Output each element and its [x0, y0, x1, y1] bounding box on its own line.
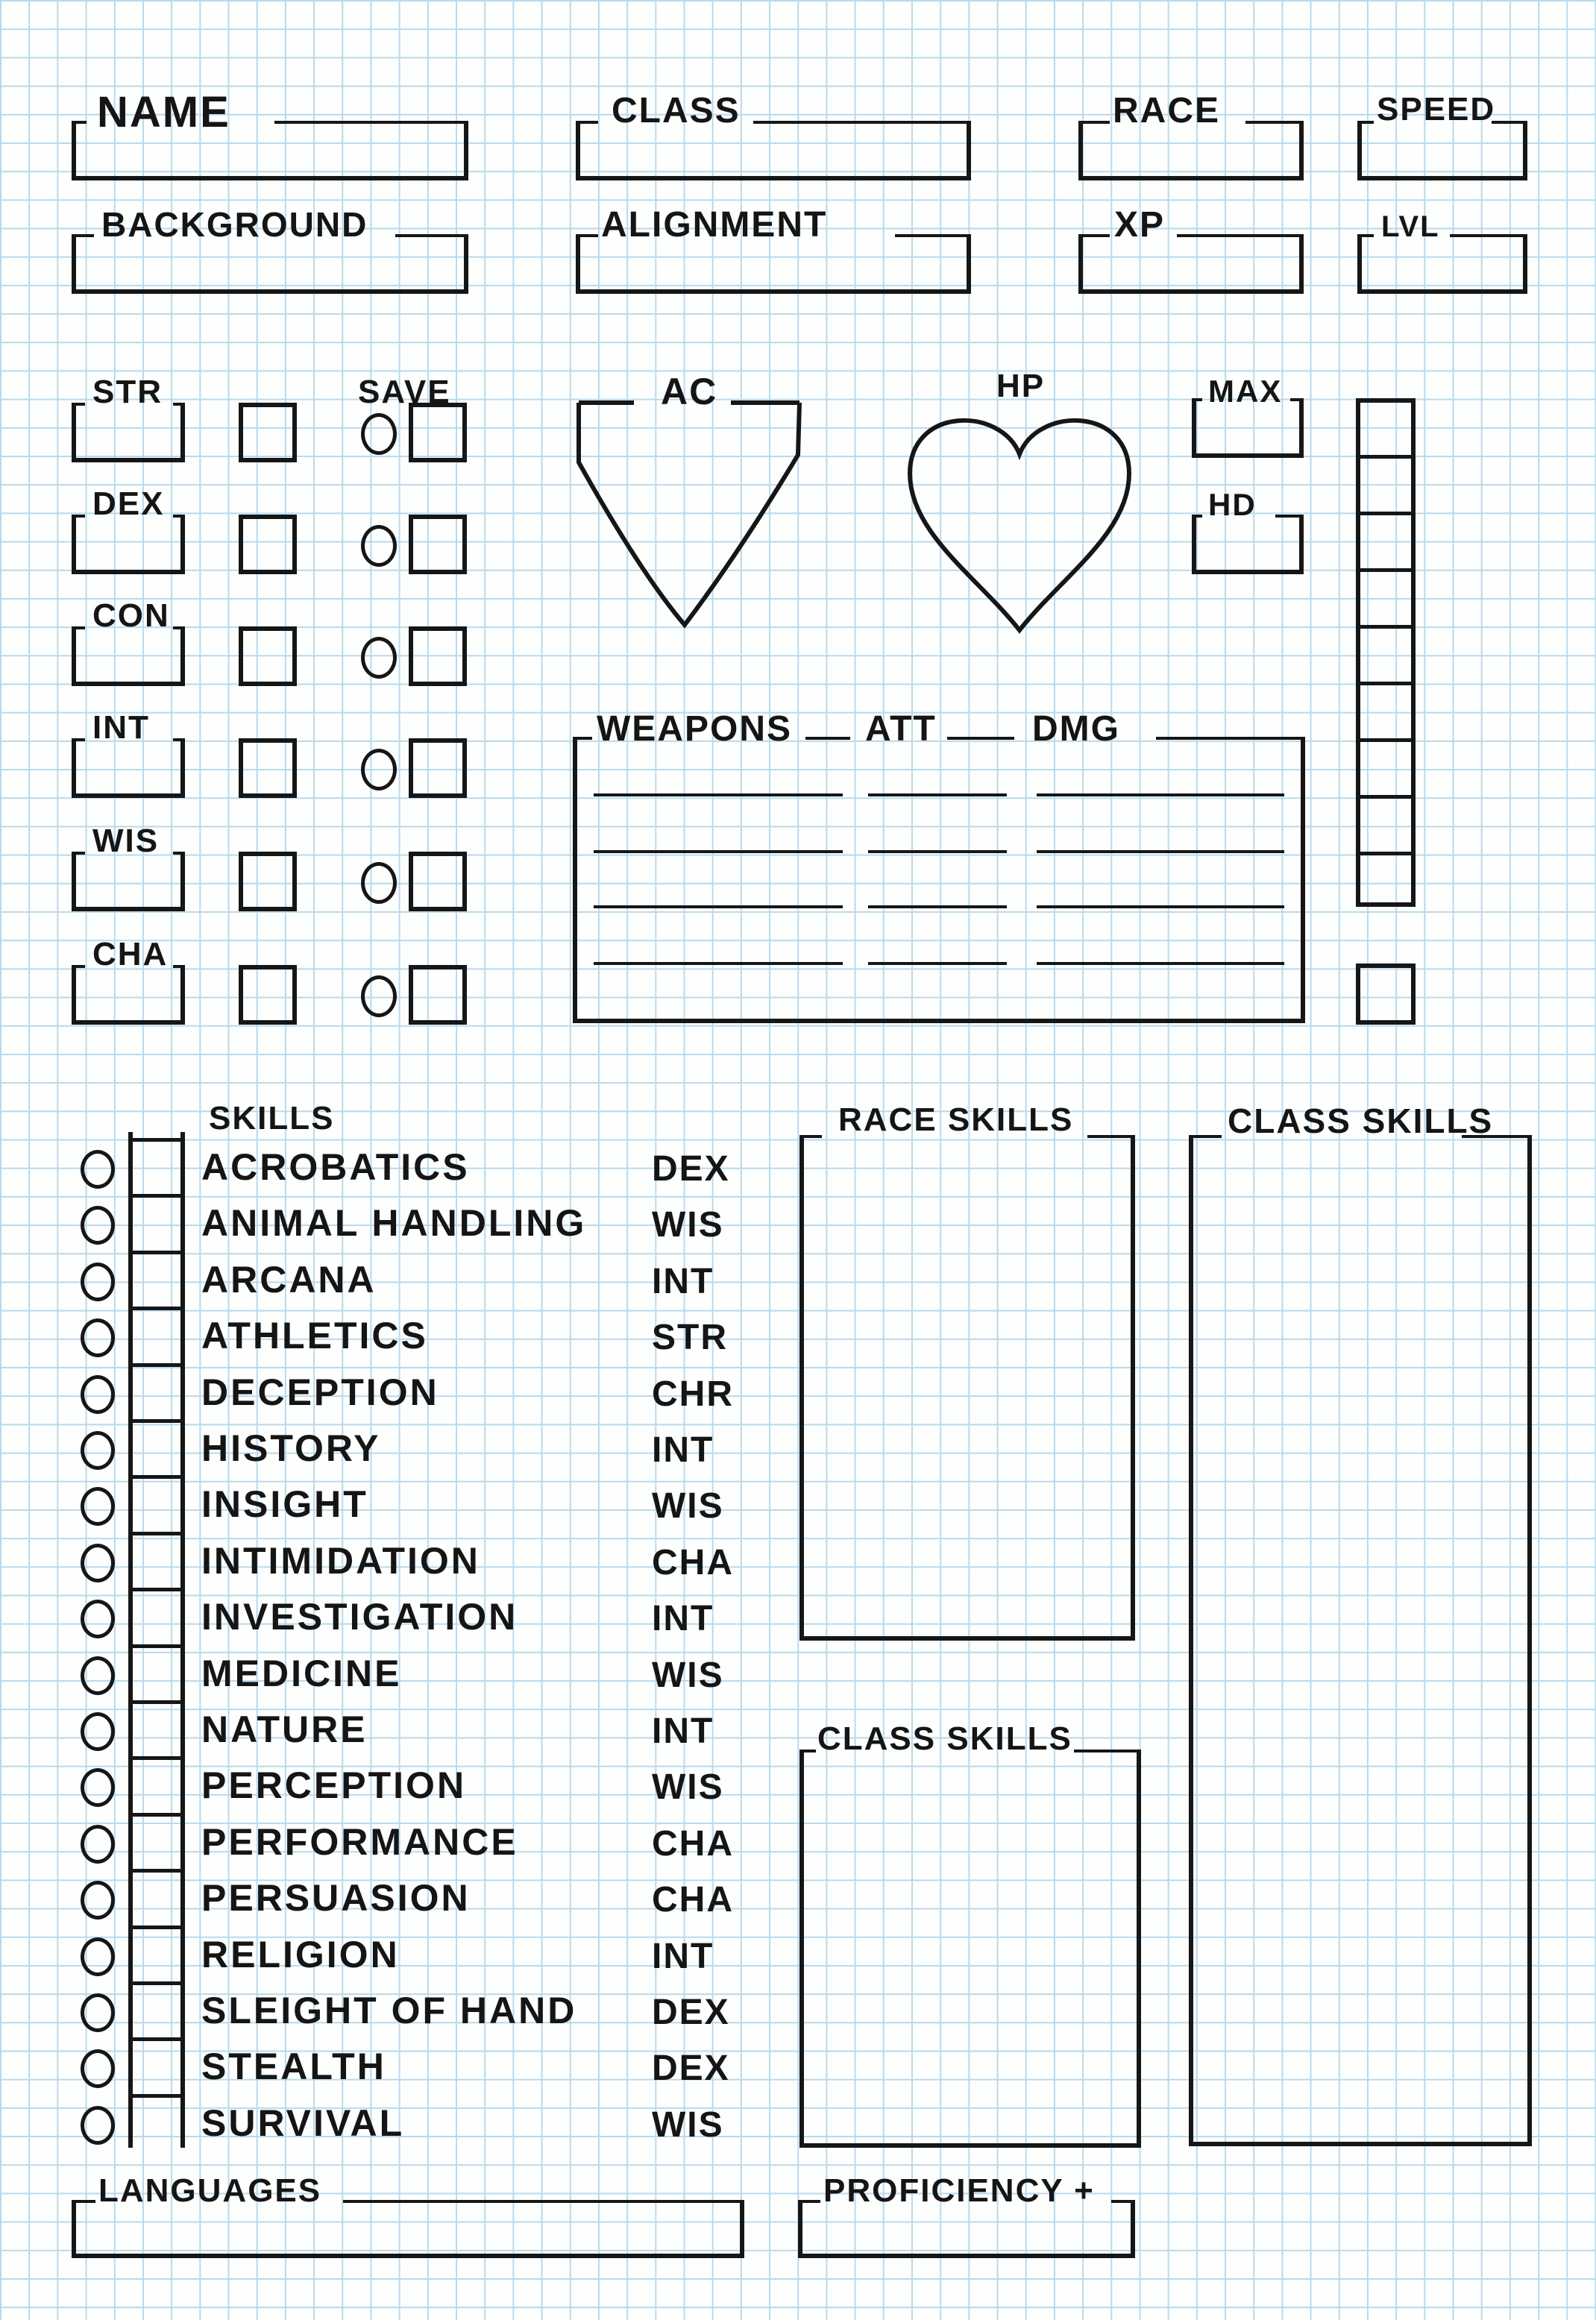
- cha-save-proficiency-circle[interactable]: [361, 975, 397, 1017]
- skill-proficiency-circle[interactable]: [81, 1600, 115, 1638]
- wis-box-top-left: [72, 852, 85, 855]
- wis-score-box[interactable]: [72, 852, 185, 911]
- xp-field-top-left: [1078, 234, 1110, 237]
- skill-name: INTIMIDATION: [201, 1540, 480, 1582]
- class-field-top-right: [753, 121, 971, 124]
- skill-proficiency-circle[interactable]: [81, 1656, 115, 1695]
- weapons-panel-top-left: [573, 737, 592, 740]
- xp-label: XP: [1114, 205, 1166, 245]
- int-box-top-right: [173, 738, 185, 741]
- race-field-top-right: [1245, 121, 1304, 124]
- skill-proficiency-circle[interactable]: [81, 1206, 115, 1245]
- skill-ability: DEX: [652, 1149, 730, 1189]
- languages-top-right: [343, 2200, 744, 2203]
- skill-name: SURVIVAL: [201, 2102, 405, 2144]
- str-modifier-box[interactable]: [239, 403, 297, 462]
- skill-proficiency-circle[interactable]: [81, 1712, 115, 1751]
- speed-field[interactable]: [1357, 121, 1527, 180]
- str-box-top-right: [173, 403, 185, 406]
- str-save-box[interactable]: [409, 403, 467, 462]
- str-label: STR: [92, 374, 163, 410]
- skill-box-divider: [128, 2037, 185, 2041]
- xp-field-top-right: [1177, 234, 1304, 237]
- skill-name: SLEIGHT OF HAND: [201, 1990, 577, 2031]
- skill-ability: WIS: [652, 1486, 724, 1526]
- dex-modifier-box[interactable]: [239, 515, 297, 574]
- skill-box-divider: [128, 1926, 185, 1929]
- skill-box-divider: [128, 1475, 185, 1479]
- skill-box-divider: [128, 1419, 185, 1423]
- tracker-divider: [1356, 512, 1416, 515]
- skill-box-divider: [128, 1532, 185, 1535]
- hd-field-top-left: [1192, 515, 1202, 518]
- cha-label: CHA: [92, 936, 169, 972]
- int-box-top-left: [72, 738, 85, 741]
- class-label: CLASS: [612, 91, 741, 131]
- skill-ability: CHA: [652, 1543, 734, 1582]
- class-skills-label-middle: CLASS SKILLS: [817, 1720, 1072, 1757]
- name-field-top-left: [72, 121, 87, 124]
- xp-field[interactable]: [1078, 234, 1304, 294]
- skill-box-divider: [128, 1194, 185, 1198]
- cha-box-top-left: [72, 965, 85, 968]
- race-skills-panel[interactable]: [799, 1135, 1135, 1641]
- lvl-label: LVL: [1381, 210, 1440, 243]
- skill-proficiency-circle[interactable]: [81, 1263, 115, 1301]
- wis-box-top-right: [173, 852, 185, 855]
- int-score-box[interactable]: [72, 738, 185, 798]
- skill-ability: CHR: [652, 1374, 734, 1414]
- skill-proficiency-circle[interactable]: [81, 1487, 115, 1526]
- lvl-field-top-right: [1450, 234, 1527, 237]
- skill-box-divider: [128, 2094, 185, 2098]
- dex-box-top-right: [173, 515, 185, 518]
- skill-proficiency-circle[interactable]: [81, 1150, 115, 1189]
- race-panel-top-right: [1087, 1135, 1135, 1138]
- skill-ability: WIS: [652, 1767, 724, 1807]
- tracker-divider: [1356, 738, 1416, 742]
- languages-top-left: [72, 2200, 95, 2203]
- class-skills-panel-middle[interactable]: [799, 1750, 1141, 2148]
- name-field-top-right: [274, 121, 468, 124]
- str-save-proficiency-circle[interactable]: [361, 413, 397, 455]
- skill-name: HISTORY: [201, 1427, 381, 1469]
- skill-proficiency-circle[interactable]: [81, 1375, 115, 1414]
- max-field-top-right: [1290, 398, 1304, 401]
- wis-save-proficiency-circle[interactable]: [361, 862, 397, 904]
- skill-box-divider: [128, 1251, 185, 1254]
- att-label: ATT: [865, 709, 937, 749]
- skill-name: INSIGHT: [201, 1483, 368, 1525]
- tracker-divider: [1356, 682, 1416, 685]
- weapons-panel-top-mid: [805, 737, 850, 740]
- skill-name: STEALTH: [201, 2046, 386, 2087]
- tracker-divider: [1356, 795, 1416, 799]
- cha-modifier-box[interactable]: [239, 965, 297, 1025]
- skill-box-divider: [128, 1813, 185, 1817]
- tracker-last-box[interactable]: [1356, 963, 1416, 1025]
- speed-field-top-left: [1357, 121, 1374, 124]
- skill-proficiency-circle[interactable]: [81, 1768, 115, 1807]
- skill-name: RELIGION: [201, 1934, 400, 1975]
- cha-save-box[interactable]: [409, 965, 467, 1025]
- weapons-panel-top-right: [1156, 737, 1305, 740]
- hit-points-heart[interactable]: [904, 392, 1135, 638]
- alignment-field-top-right: [895, 234, 971, 237]
- con-box-top-right: [173, 626, 185, 629]
- skill-ability: DEX: [652, 1993, 730, 2032]
- tracker-divider: [1356, 455, 1416, 459]
- class-field-top-left: [576, 121, 598, 124]
- skill-name: ACROBATICS: [201, 1146, 470, 1188]
- weapon-dmg-line: [1037, 850, 1284, 853]
- skill-proficiency-circle[interactable]: [81, 1993, 115, 2032]
- weapon-dmg-line: [1037, 905, 1284, 908]
- proficiency-top-left: [798, 2200, 820, 2203]
- weapon-name-line: [594, 793, 843, 796]
- skill-proficiency-circle[interactable]: [81, 1544, 115, 1582]
- class-mid-top-right: [1074, 1750, 1141, 1752]
- max-field-top-left: [1192, 398, 1202, 401]
- skill-proficiency-circle[interactable]: [81, 1318, 115, 1357]
- tracker-divider: [1356, 625, 1416, 629]
- weapons-panel-top-mid2: [947, 737, 1014, 740]
- skill-ability: INT: [652, 1937, 714, 1976]
- skill-proficiency-circle[interactable]: [81, 1937, 115, 1976]
- max-label: MAX: [1208, 374, 1283, 409]
- weapons-panel[interactable]: [573, 737, 1305, 1023]
- weapon-att-line: [868, 962, 1007, 965]
- tracker-divider: [1356, 852, 1416, 855]
- str-box-top-left: [72, 403, 85, 406]
- skill-ability: INT: [652, 1430, 714, 1470]
- alignment-field-top-left: [576, 234, 598, 237]
- int-save-proficiency-circle[interactable]: [361, 749, 397, 790]
- dmg-label: DMG: [1032, 709, 1120, 749]
- weapons-label: WEAPONS: [597, 709, 793, 749]
- dex-save-proficiency-circle[interactable]: [361, 525, 397, 567]
- alignment-label: ALIGNMENT: [601, 205, 828, 245]
- skill-name: PERCEPTION: [201, 1764, 467, 1806]
- background-field-top-right: [395, 234, 468, 237]
- proficiency-label: PROFICIENCY +: [823, 2172, 1095, 2209]
- con-box-top-left: [72, 626, 85, 629]
- weapon-att-line: [868, 793, 1007, 796]
- skill-name: PERFORMANCE: [201, 1821, 518, 1863]
- skill-box-divider: [128, 1588, 185, 1591]
- skill-name: INVESTIGATION: [201, 1596, 518, 1638]
- ac-label: AC: [661, 371, 718, 412]
- tracker-divider: [1356, 568, 1416, 572]
- weapon-att-line: [868, 905, 1007, 908]
- background-field-top-left: [72, 234, 94, 237]
- skill-name: ATHLETICS: [201, 1315, 428, 1357]
- skill-ability: WIS: [652, 1205, 724, 1245]
- wis-save-box[interactable]: [409, 852, 467, 911]
- class-right-top-left: [1189, 1135, 1222, 1138]
- skill-proficiency-circle[interactable]: [81, 1431, 115, 1470]
- hd-field-top-right: [1275, 515, 1304, 518]
- race-skills-label: RACE SKILLS: [838, 1101, 1074, 1138]
- speed-field-top-right: [1492, 121, 1527, 124]
- skill-box-divider: [128, 1363, 185, 1367]
- hp-label: HP: [996, 368, 1046, 404]
- skill-ability: WIS: [652, 2105, 724, 2145]
- skill-box-divider: [128, 1981, 185, 1985]
- class-mid-top-left: [799, 1750, 816, 1752]
- skill-box-divider: [128, 1307, 185, 1310]
- skill-box-divider: [128, 1700, 185, 1704]
- con-score-box[interactable]: [72, 626, 185, 686]
- skill-proficiency-circle[interactable]: [81, 1881, 115, 1920]
- con-save-box[interactable]: [409, 626, 467, 686]
- con-save-proficiency-circle[interactable]: [361, 637, 397, 679]
- skill-proficiency-circle[interactable]: [81, 1825, 115, 1864]
- skill-ability: DEX: [652, 2049, 730, 2088]
- dex-box-top-left: [72, 515, 85, 518]
- hd-label: HD: [1208, 487, 1257, 522]
- skill-ability: CHA: [652, 1880, 734, 1920]
- wis-label: WIS: [92, 823, 160, 859]
- skill-name: ARCANA: [201, 1259, 377, 1301]
- hit-dice-field[interactable]: [1192, 515, 1304, 574]
- dex-save-box[interactable]: [409, 515, 467, 574]
- lvl-field[interactable]: [1357, 234, 1527, 294]
- con-modifier-box[interactable]: [239, 626, 297, 686]
- class-skills-panel-right[interactable]: [1189, 1135, 1532, 2146]
- race-panel-top-left: [799, 1135, 822, 1138]
- cha-box-top-right: [173, 965, 185, 968]
- con-label: CON: [92, 597, 170, 634]
- skill-name: PERSUASION: [201, 1877, 471, 1919]
- class-skills-label-right: CLASS SKILLS: [1228, 1101, 1494, 1140]
- armor-class-shield[interactable]: [574, 388, 805, 634]
- skill-ability: INT: [652, 1711, 714, 1751]
- dex-score-box[interactable]: [72, 515, 185, 574]
- skill-box-divider: [128, 1644, 185, 1648]
- languages-label: LANGUAGES: [98, 2172, 322, 2209]
- background-label: BACKGROUND: [101, 205, 368, 244]
- weapon-name-line: [594, 962, 843, 965]
- skill-ability: STR: [652, 1318, 728, 1357]
- name-label: NAME: [97, 88, 230, 136]
- int-modifier-box[interactable]: [239, 738, 297, 798]
- int-save-box[interactable]: [409, 738, 467, 798]
- skill-proficiency-circle[interactable]: [81, 2106, 115, 2145]
- dex-label: DEX: [92, 485, 165, 522]
- skill-name: NATURE: [201, 1708, 368, 1750]
- skill-ability: WIS: [652, 1656, 724, 1695]
- tracker-column[interactable]: [1356, 398, 1416, 907]
- weapon-name-line: [594, 905, 843, 908]
- int-label: INT: [92, 709, 150, 746]
- skill-box-divider: [128, 1138, 185, 1142]
- weapon-name-line: [594, 850, 843, 853]
- str-score-box[interactable]: [72, 403, 185, 462]
- save-label: SAVE: [358, 374, 451, 410]
- skills-title: SKILLS: [209, 1100, 335, 1137]
- skills-proficiency-column: [128, 1132, 185, 2148]
- skill-ability: INT: [652, 1599, 714, 1638]
- proficiency-top-right: [1111, 2200, 1135, 2203]
- cha-score-box[interactable]: [72, 965, 185, 1025]
- skill-name: MEDICINE: [201, 1653, 402, 1694]
- race-label: RACE: [1113, 91, 1221, 131]
- wis-modifier-box[interactable]: [239, 852, 297, 911]
- lvl-field-top-left: [1357, 234, 1374, 237]
- skill-ability: CHA: [652, 1824, 734, 1864]
- weapon-att-line: [868, 850, 1007, 853]
- skill-ability: INT: [652, 1262, 714, 1301]
- skill-box-divider: [128, 1756, 185, 1760]
- skill-name: ANIMAL HANDLING: [201, 1202, 587, 1244]
- speed-label: SPEED: [1377, 91, 1496, 128]
- race-field-top-left: [1078, 121, 1110, 124]
- weapon-dmg-line: [1037, 793, 1284, 796]
- skill-proficiency-circle[interactable]: [81, 2049, 115, 2088]
- weapon-dmg-line: [1037, 962, 1284, 965]
- skill-box-divider: [128, 1869, 185, 1873]
- skill-name: DECEPTION: [201, 1371, 439, 1413]
